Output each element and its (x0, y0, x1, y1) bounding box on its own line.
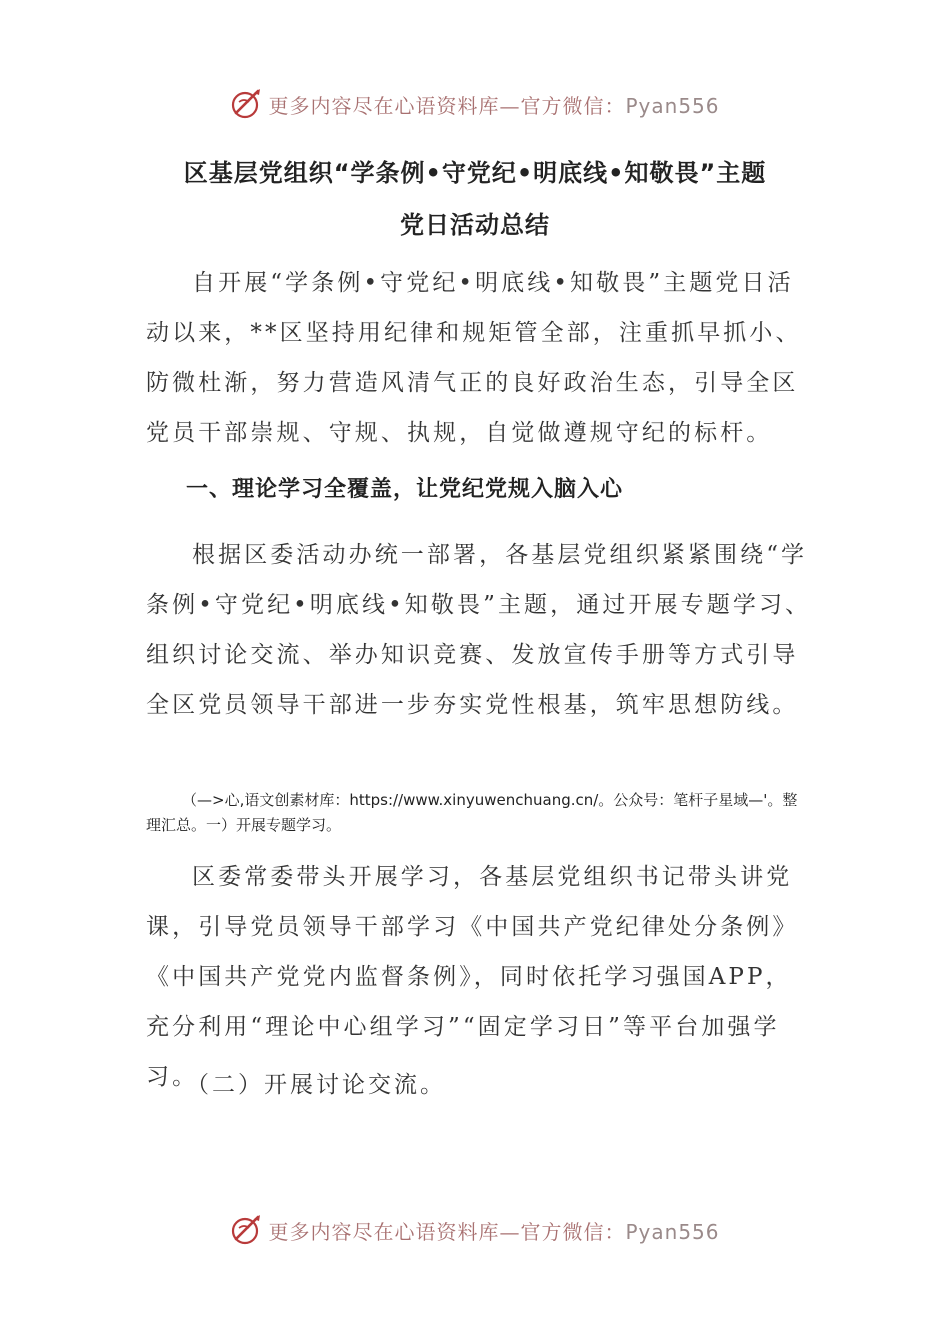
header-banner (0, 84, 950, 124)
pen-logo-icon (230, 1213, 264, 1247)
section1-sub2-heading: （二）开展讨论交流。 (186, 1072, 446, 1098)
banner-wechat-id: Pyan556 (625, 93, 720, 118)
section1-paragraph: 根据区委活动办统一部署，各基层党组织紧紧围绕“学条例•守党纪•明底线•知敬畏”主题，通过开展专题学习、组织讨论交流、举办知识竞赛、发放宣传手册等方式引导全区党员领导干部进一步夯实党性根基，筑牢思想防线。 (146, 542, 812, 718)
section1-heading: 一、理论学习全覆盖，让党纪党规入脑入心 (186, 477, 624, 502)
footer-banner (0, 1210, 950, 1250)
document-title-line2: 党日活动总结 (400, 211, 550, 239)
document-title-line1: 区基层党组织“学条例•守党纪•明底线•知敬畏”主题 (183, 159, 767, 187)
banner-text: 更多内容尽在心语资料库—官方微信：Pyan556 (268, 1219, 720, 1244)
banner-wechat-id: Pyan556 (625, 1219, 720, 1244)
banner-text: 更多内容尽在心语资料库—官方微信：Pyan556 (268, 93, 720, 118)
intro-paragraph: 自开展“学条例•守党纪•明底线•知敬畏”主题党日活动以来，**区坚持用纪律和规矩管全部，注重抓早抓小、防微杜渐，努力营造风清气正的良好政治生态，引导全区党员干部崇规、守规、执规，自觉做遵规守纪的标杆。 (146, 270, 802, 446)
section1-sub1-paragraph: 区委常委带头开展学习，各基层党组织书记带头讲党课，引导党员领导干部学习《中国共产党纪律处分条例》《中国共产党党内监督条例》，同时依托学习强国APP，充分利用“理论中心组学习”“固定学习日”等平台加强学习。 (146, 864, 799, 1090)
pen-logo-icon (230, 87, 264, 121)
source-note: （—>心,语文创素材库：https://www.xinyuwenchuang.cn/。公众号：笔杆子星域—'。整理汇总。一）开展专题学习。 (146, 791, 798, 834)
